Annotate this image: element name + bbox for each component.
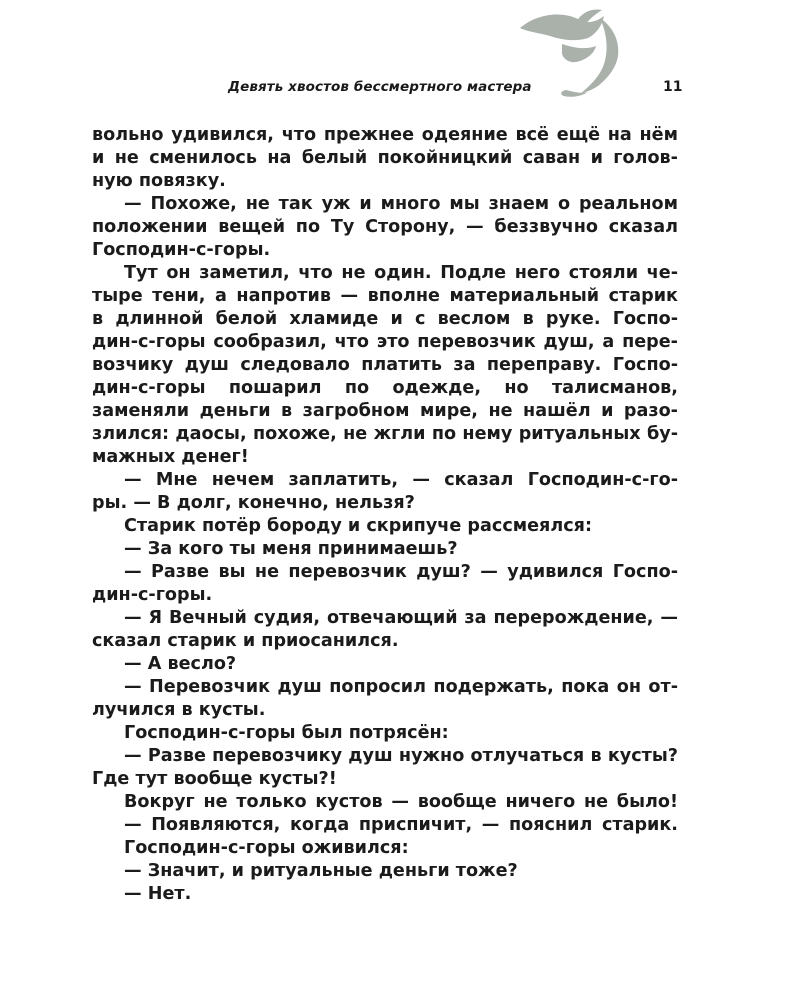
text-line: Вокруг не только кустов — вообще ничего не было!: [124, 792, 678, 812]
text-line: злился: даосы, похоже, не жгли по нему ритуальных бу-: [92, 424, 678, 444]
text-line: — Значит, и ритуальные деньги тоже?: [124, 861, 518, 881]
text-line: ную повязку.: [92, 171, 226, 191]
text-line: — За кого ты меня принимаешь?: [124, 539, 458, 559]
text-line: дин-с-горы пошарил по одежде, но талисманов,: [92, 378, 678, 398]
text-line: Господин-с-горы.: [92, 240, 271, 260]
text-line: Господин-с-горы оживился:: [124, 838, 409, 858]
text-line: Тут он заметил, что не один. Подле него стояли че-: [124, 263, 678, 283]
text-line: Старик потёр бороду и скрипуче рассмеялся:: [124, 516, 593, 536]
fox-head-icon: [516, 6, 628, 98]
text-line: тыре тени, а напротив — вполне материальный старик: [92, 286, 678, 306]
text-line: ры. — В долг, конечно, нельзя?: [92, 493, 415, 513]
text-line: дин-с-горы.: [92, 585, 213, 605]
text-line: дин-с-горы сообразил, что это перевозчик душ, а пере-: [92, 332, 678, 352]
text-line: заменяли деньги в загробном мире, не нашёл и разо-: [92, 401, 678, 421]
body-text: [92, 124, 678, 906]
text-line: в длинной белой хламиде и с веслом в руке. Госпо-: [92, 309, 678, 329]
text-line: и не сменилось на белый покойницкий саван и голов-: [92, 148, 678, 168]
text-line: мажных денег!: [92, 447, 249, 467]
text-line: — Перевозчик душ попросил подержать, пока он от-: [124, 677, 678, 697]
text-line: — Разве вы не перевозчик душ? — удивился Госпо-: [124, 562, 678, 582]
running-title: Девять хвостов бессмертного мастера: [228, 79, 532, 95]
text-line: положении вещей по Ту Сторону, — беззвучно сказал: [92, 217, 678, 237]
text-line: — Появляются, когда приспичит, — пояснил старик.: [124, 815, 678, 835]
text-line: — Мне нечем заплатить, — сказал Господин-с-го-: [124, 470, 678, 490]
page-number: 11: [663, 79, 683, 95]
text-line: Где тут вообще кусты?!: [92, 769, 337, 789]
text-line: — А весло?: [124, 654, 237, 674]
text-line: лучился в кусты.: [92, 700, 266, 720]
text-line: вольно удивился, что прежнее одеяние всё ещё на нём: [92, 125, 678, 145]
text-line: сказал старик и приосанился.: [92, 631, 399, 651]
text-line: возчику душ следовало платить за переправу. Госпо-: [92, 355, 678, 375]
text-line: — Разве перевозчику душ нужно отлучаться в кусты?: [124, 746, 678, 766]
text-line: — Похоже, не так уж и много мы знаем о реальном: [124, 194, 678, 214]
text-line: — Я Вечный судия, отвечающий за перерождение, —: [124, 608, 678, 628]
text-line: — Нет.: [124, 884, 192, 904]
text-line: Господин-с-горы был потрясён:: [124, 723, 449, 743]
